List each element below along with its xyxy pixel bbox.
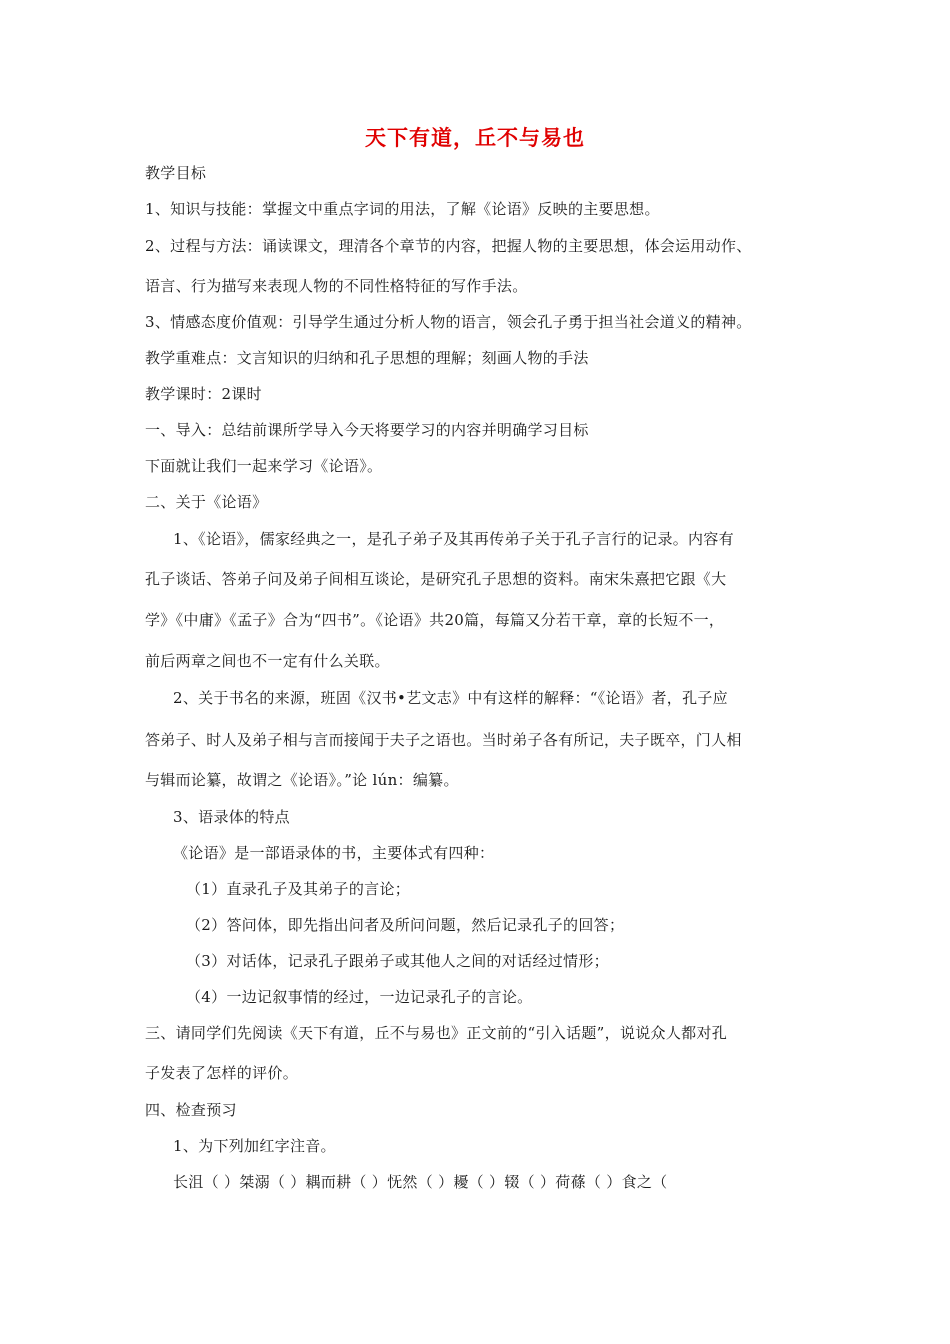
about-point3-intro: 《论语》是一部语录体的书，主要体式有四种： [173, 844, 495, 862]
key-difficulties: 教学重难点：文言知识的归纳和孔子思想的理解；刻画人物的手法 [145, 349, 589, 367]
goal-process-line1: 2、过程与方法：诵读课文，理清各个章节的内容，把握人物的主要思想，体会运用动作、 [145, 237, 752, 255]
pronunciation-blanks: 长沮（ ）桀溺（ ）耦而耕（ ）怃然（ ）耰（ ）辍（ ）荷蓧（ ）食之（ [173, 1173, 668, 1191]
form-item-4: （4）一边记叙事情的经过，一边记录孔子的言论。 [186, 988, 533, 1006]
section-intro: 一、导入：总结前课所学导入今天将要学习的内容并明确学习目标 [145, 421, 589, 439]
section-reading-line1: 三、请同学们先阅读《天下有道，丘不与易也》正文前的“引入话题”，说说众人都对孔 [145, 1024, 728, 1042]
goal-knowledge: 1、知识与技能：掌握文中重点字词的用法，了解《论语》反映的主要思想。 [145, 200, 660, 218]
about-point1-line3: 学》《中庸》《孟子》合为“四书”。《论语》共20篇，每篇又分若干章，章的长短不一， [145, 611, 725, 629]
section-preview-check: 四、检查预习 [145, 1101, 237, 1119]
about-point2-line2: 答弟子、时人及弟子相与言而接闻于夫子之语也。当时弟子各有所记，夫子既卒，门人相 [145, 731, 742, 749]
section-reading-line2: 子发表了怎样的评价。 [145, 1064, 299, 1082]
intro-text: 下面就让我们一起来学习《论语》。 [145, 457, 383, 475]
goal-process-line2: 语言、行为描写来表现人物的不同性格特征的写作手法。 [145, 277, 528, 295]
about-point3-heading: 3、语录体的特点 [173, 808, 290, 826]
about-point2-line3: 与辑而论纂，故谓之《论语》。”论 lún：编纂。 [145, 771, 459, 789]
about-point2-line1: 2、关于书名的来源，班固《汉书•艺文志》中有这样的解释：“《论语》者，孔子应 [173, 689, 728, 707]
form-item-2: （2）答问体，即先指出问者及所问问题，然后记录孔子的回答； [186, 916, 625, 934]
class-hours: 教学课时：2课时 [145, 385, 262, 403]
section-about-lunyu: 二、关于《论语》 [145, 493, 268, 511]
heading-teaching-goals: 教学目标 [145, 164, 207, 182]
form-item-3: （3）对话体，记录孔子跟弟子或其他人之间的对话经过情形； [186, 952, 609, 970]
about-point1-line4: 前后两章之间也不一定有什么关联。 [145, 652, 390, 670]
about-point1-line1: 1、《论语》，儒家经典之一，是孔子弟子及其再传弟子关于孔子言行的记录。内容有 [173, 530, 734, 548]
form-item-1: （1）直录孔子及其弟子的言论； [186, 880, 411, 898]
preview-task-1: 1、为下列加红字注音。 [173, 1137, 336, 1155]
document-title: 天下有道，丘不与易也 [365, 126, 585, 150]
about-point1-line2: 孔子谈话、答弟子问及弟子间相互谈论，是研究孔子思想的资料。南宋朱熹把它跟《大 [145, 570, 727, 588]
goal-emotion: 3、情感态度价值观：引导学生通过分析人物的语言，领会孔子勇于担当社会道义的精神。 [145, 313, 752, 331]
